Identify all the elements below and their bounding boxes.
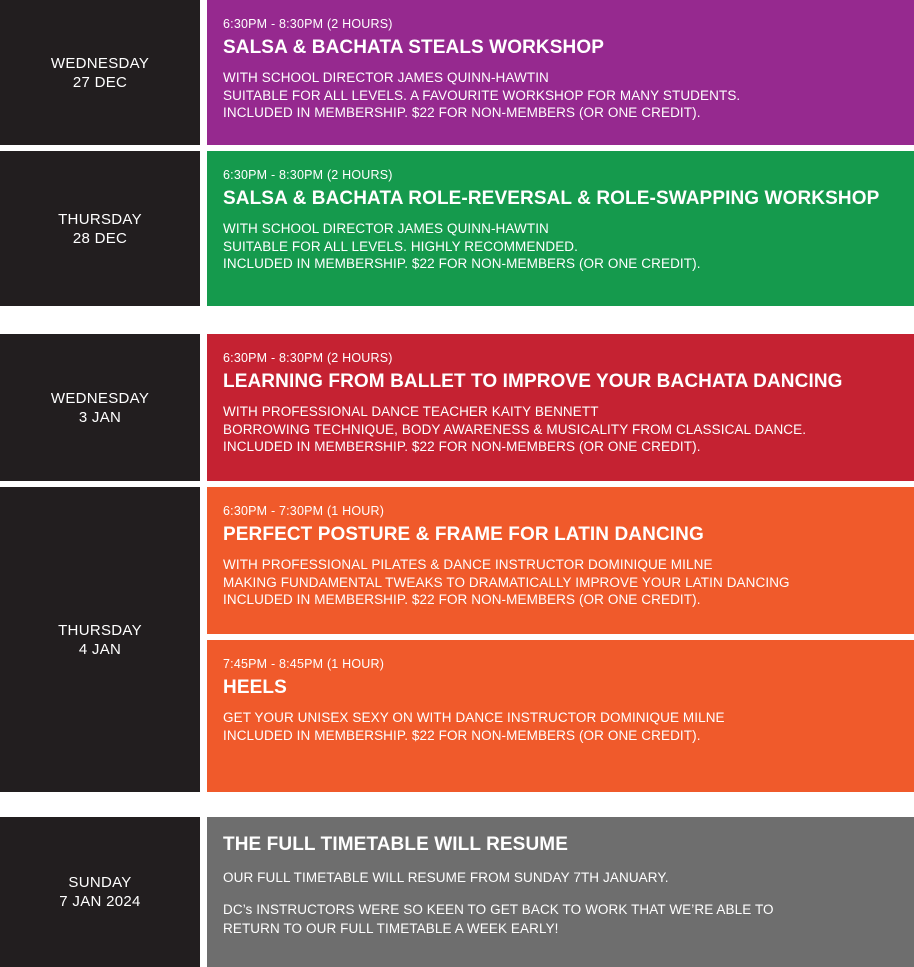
description-line: RETURN TO OUR FULL TIMETABLE A WEEK EARLY!: [223, 921, 559, 936]
description-line: WITH PROFESSIONAL DANCE TEACHER KAITY BENNETT: [223, 404, 599, 419]
description-line: OUR FULL TIMETABLE WILL RESUME FROM SUNDAY 7TH JANUARY.: [223, 870, 669, 885]
date-column: [0, 0, 200, 145]
session-description: [223, 220, 898, 273]
session-card[interactable]: [207, 817, 914, 967]
date-column: [0, 151, 200, 306]
sessions-column: [207, 334, 914, 481]
session-title: THE FULL TIMETABLE WILL RESUME: [223, 834, 568, 855]
description-line: INCLUDED IN MEMBERSHIP. $22 FOR NON-MEMBERS (OR ONE CREDIT).: [223, 439, 701, 454]
session-card[interactable]: [207, 640, 914, 792]
description-line: INCLUDED IN MEMBERSHIP. $22 FOR NON-MEMBERS (OR ONE CREDIT).: [223, 105, 701, 120]
day-date: 28 DEC: [72, 229, 128, 247]
day-name: SUNDAY: [68, 874, 132, 891]
session-title: SALSA & BACHATA ROLE-REVERSAL & ROLE-SWAPPING WORKSHOP: [223, 188, 880, 209]
session-card[interactable]: [207, 151, 914, 306]
day-name: WEDNESDAY: [50, 54, 150, 72]
timetable-row-sunday-7-jan-2024: [0, 817, 914, 967]
day-date: 7 JAN 2024: [59, 893, 141, 910]
day-name: THURSDAY: [58, 210, 142, 228]
description-spacer: [223, 887, 898, 900]
session-description: [223, 868, 898, 938]
session-card[interactable]: [207, 487, 914, 634]
day-date: 27 DEC: [72, 73, 128, 91]
sessions-column: [207, 487, 914, 792]
session-time: 7:45PM - 8:45PM (1 HOUR): [223, 657, 385, 671]
session-description: [223, 556, 898, 609]
description-line: INCLUDED IN MEMBERSHIP. $22 FOR NON-MEMBERS (OR ONE CREDIT).: [223, 256, 701, 271]
sessions-column: [207, 817, 914, 967]
description-line: DC’s INSTRUCTORS WERE SO KEEN TO GET BACK TO WORK THAT WE’RE ABLE TO: [223, 902, 774, 917]
date-column: [0, 817, 200, 967]
description-line: SUITABLE FOR ALL LEVELS. HIGHLY RECOMMENDED.: [223, 238, 578, 254]
day-date: 4 JAN: [78, 640, 122, 658]
sessions-column: [207, 0, 914, 145]
description-line: GET YOUR UNISEX SEXY ON WITH DANCE INSTRUCTOR DOMINIQUE MILNE: [223, 710, 725, 725]
session-time: 6:30PM - 8:30PM (2 HOURS): [223, 351, 393, 365]
day-date: 3 JAN: [78, 408, 122, 426]
session-title: LEARNING FROM BALLET TO IMPROVE YOUR BACHATA DANCING: [223, 371, 843, 392]
session-card[interactable]: [207, 334, 914, 481]
day-name: THURSDAY: [58, 621, 142, 639]
timetable-row-thursday-28-dec: [0, 151, 914, 306]
description-line: INCLUDED IN MEMBERSHIP. $22 FOR NON-MEMBERS (OR ONE CREDIT).: [223, 592, 701, 607]
description-line: INCLUDED IN MEMBERSHIP. $22 FOR NON-MEMBERS (OR ONE CREDIT).: [223, 727, 701, 743]
timetable-row-wednesday-3-jan: [0, 334, 914, 481]
description-line: BORROWING TECHNIQUE, BODY AWARENESS & MUSICALITY FROM CLASSICAL DANCE.: [223, 421, 807, 437]
day-name: WEDNESDAY: [50, 389, 150, 407]
sessions-column: [207, 151, 914, 306]
description-line: MAKING FUNDAMENTAL TWEAKS TO DRAMATICALLY IMPROVE YOUR LATIN DANCING: [223, 574, 790, 590]
session-description: [223, 709, 898, 744]
date-column: [0, 334, 200, 481]
description-line: WITH SCHOOL DIRECTOR JAMES QUINN-HAWTIN: [223, 221, 549, 236]
timetable-row-wednesday-27-dec: [0, 0, 914, 145]
session-title: PERFECT POSTURE & FRAME FOR LATIN DANCING: [223, 524, 704, 545]
session-title: HEELS: [223, 677, 287, 698]
session-description: [223, 69, 898, 122]
date-column: [0, 487, 200, 792]
session-time: 6:30PM - 8:30PM (2 HOURS): [223, 168, 393, 182]
timetable-row-thursday-4-jan: [0, 487, 914, 792]
description-line: WITH PROFESSIONAL PILATES & DANCE INSTRUCTOR DOMINIQUE MILNE: [223, 557, 713, 572]
session-description: [223, 403, 898, 456]
description-line: WITH SCHOOL DIRECTOR JAMES QUINN-HAWTIN: [223, 70, 549, 85]
description-line: SUITABLE FOR ALL LEVELS. A FAVOURITE WORKSHOP FOR MANY STUDENTS.: [223, 87, 741, 103]
session-card[interactable]: [207, 0, 914, 145]
session-time: 6:30PM - 7:30PM (1 HOUR): [223, 504, 385, 518]
session-time: 6:30PM - 8:30PM (2 HOURS): [223, 17, 393, 31]
session-title: SALSA & BACHATA STEALS WORKSHOP: [223, 37, 604, 58]
